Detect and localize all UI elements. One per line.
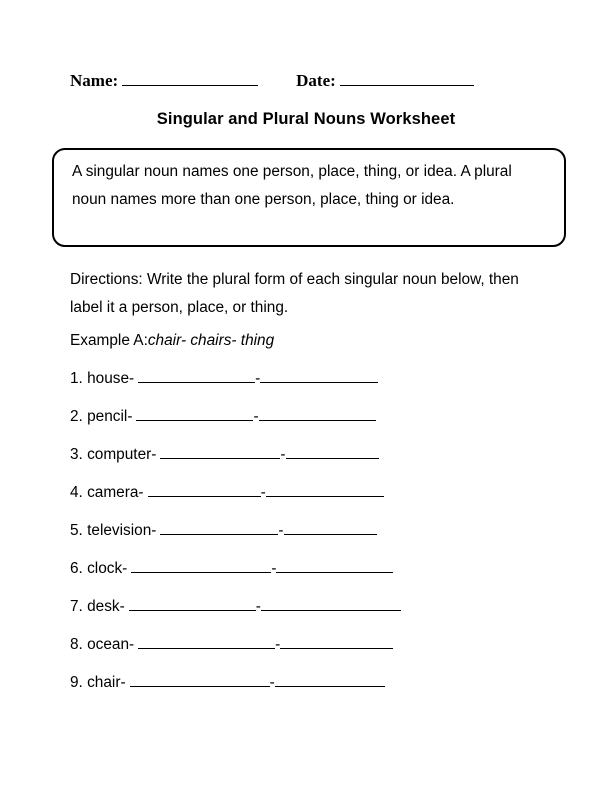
category-answer-blank[interactable]: [284, 520, 377, 535]
plural-answer-blank[interactable]: [138, 634, 275, 649]
exercise-item-label: 6. clock-: [70, 560, 128, 577]
exercise-item: [70, 482, 570, 520]
example-sample: chair- chairs- thing: [147, 332, 275, 349]
category-answer-blank[interactable]: [260, 368, 378, 383]
page-title: Singular and Plural Nouns Worksheet: [156, 110, 456, 128]
exercise-item: [70, 406, 570, 444]
exercise-item-label: 9. chair-: [70, 674, 126, 691]
exercise-item: [70, 368, 570, 406]
example-label: Example A:: [70, 332, 148, 349]
definition-text: A singular noun names one person, place, thing, or idea. A plural noun names more than one person, place, thing or idea.: [72, 163, 512, 208]
exercise-item-dash: -: [280, 446, 286, 463]
plural-answer-blank[interactable]: [129, 596, 256, 611]
exercise-item-dash: -: [275, 636, 281, 653]
directions-text: Directions: Write the plural form of each singular noun below, then label it a person, place, or thing.: [70, 271, 519, 316]
plural-answer-blank[interactable]: [136, 406, 253, 421]
plural-answer-blank[interactable]: [160, 520, 278, 535]
exercise-list: [70, 368, 570, 710]
exercise-item-dash: -: [255, 598, 261, 615]
plural-answer-blank[interactable]: [131, 558, 271, 573]
exercise-item: [70, 596, 570, 634]
name-field: [70, 70, 258, 92]
date-field: [296, 70, 474, 92]
exercise-item: [70, 520, 570, 558]
exercise-item-label: 4. camera-: [70, 484, 144, 501]
category-answer-blank[interactable]: [259, 406, 376, 421]
header-row: [70, 70, 540, 94]
plural-answer-blank[interactable]: [160, 444, 280, 459]
example-line: [70, 330, 274, 352]
plural-answer-blank[interactable]: [148, 482, 261, 497]
exercise-item-dash: -: [260, 484, 266, 501]
exercise-item-label: 1. house-: [70, 370, 135, 387]
exercise-item-label: 5. television-: [70, 522, 157, 539]
category-answer-blank[interactable]: [261, 596, 401, 611]
exercise-item: [70, 672, 570, 710]
plural-answer-blank[interactable]: [130, 672, 270, 687]
date-label: Date:: [296, 71, 336, 90]
exercise-item-dash: -: [255, 370, 261, 387]
exercise-item: [70, 634, 570, 672]
exercise-item-dash: -: [269, 674, 275, 691]
category-answer-blank[interactable]: [275, 672, 385, 687]
category-answer-blank[interactable]: [266, 482, 384, 497]
plural-answer-blank[interactable]: [138, 368, 255, 383]
category-answer-blank[interactable]: [286, 444, 379, 459]
exercise-item: [70, 444, 570, 482]
exercise-item-label: 8. ocean-: [70, 636, 135, 653]
category-answer-blank[interactable]: [276, 558, 393, 573]
exercise-item-label: 3. computer-: [70, 446, 157, 463]
name-label: Name:: [70, 71, 119, 90]
exercise-item-dash: -: [253, 408, 259, 425]
exercise-item-dash: -: [278, 522, 284, 539]
name-blank[interactable]: [122, 72, 258, 86]
date-blank[interactable]: [340, 72, 474, 86]
exercise-item-label: 2. pencil-: [70, 408, 133, 425]
exercise-item-dash: -: [271, 560, 277, 577]
category-answer-blank[interactable]: [280, 634, 393, 649]
definition-box: [52, 148, 566, 247]
exercise-item-label: 7. desk-: [70, 598, 125, 615]
exercise-item: [70, 558, 570, 596]
